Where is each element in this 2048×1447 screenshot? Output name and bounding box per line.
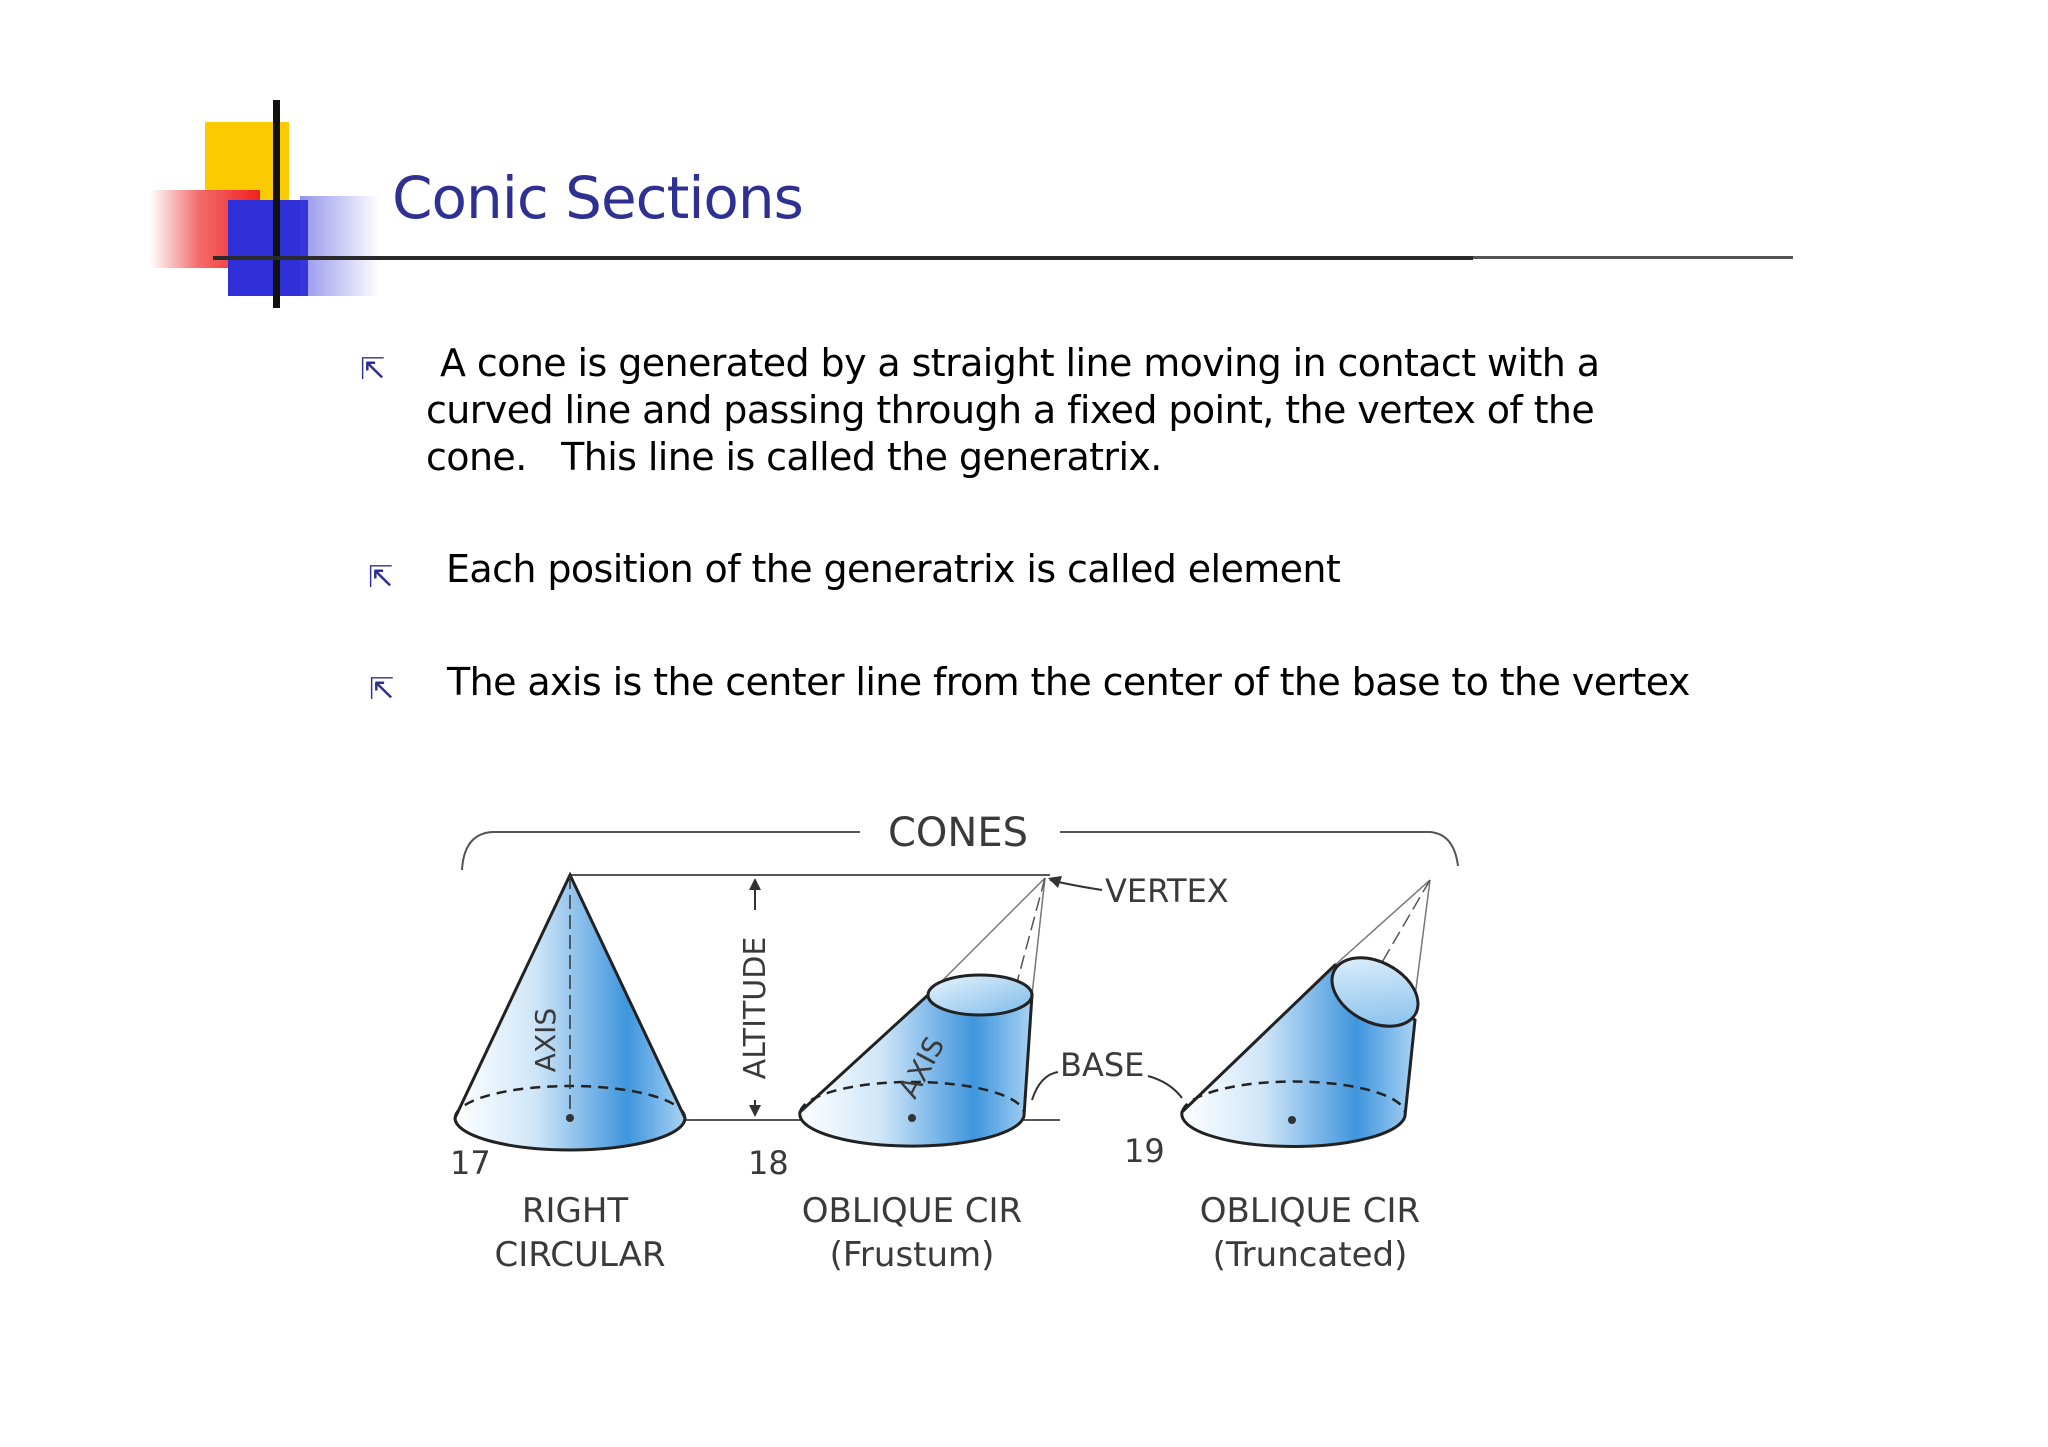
cones-heading: CONES	[888, 810, 1028, 856]
bullet-1-text	[426, 340, 1626, 481]
cone-19-number: 19	[1124, 1132, 1165, 1170]
bullet-2-text: Each position of the generatrix is called element	[446, 547, 1341, 591]
bullet-1-line-1: A cone is generated by a straight line moving in contact with a	[440, 341, 1600, 385]
bullet-1-line-3: cone. This line is called the generatrix.	[426, 435, 1162, 479]
title-underline-extension	[1473, 256, 1793, 259]
arrow-up-left-icon: ⇱	[360, 352, 386, 387]
cone-19-caption-line-1: OBLIQUE CIR	[1199, 1191, 1421, 1231]
cone-19-caption-line-2: (Truncated)	[1212, 1235, 1408, 1275]
logo-vertical-bar	[273, 100, 280, 308]
heading-bracket-left	[462, 832, 860, 870]
altitude-arrow-head-bottom	[749, 1105, 761, 1117]
base-label: BASE	[1060, 1046, 1145, 1084]
cone-17-caption-line-1: RIGHT	[521, 1191, 629, 1231]
vertex-label: VERTEX	[1105, 872, 1229, 910]
cones-figure	[430, 790, 1500, 1310]
cone-18-caption-line-1: OBLIQUE CIR	[801, 1191, 1023, 1231]
axis-label-1: AXIS	[529, 1007, 562, 1073]
altitude-label: ALTITUDE	[738, 936, 773, 1080]
cone-18-number: 18	[748, 1144, 789, 1182]
oblique-frustum-cone	[800, 878, 1045, 1146]
base-leader-left	[1032, 1072, 1058, 1100]
base-leader-right	[1148, 1076, 1182, 1098]
vertex-arrow-head	[1048, 876, 1062, 888]
page-title: Conic Sections	[392, 164, 803, 232]
logo-blue-square	[228, 200, 308, 296]
title-underline	[213, 256, 1473, 260]
right-circular-cone	[455, 875, 685, 1150]
cone-17-number: 17	[450, 1144, 491, 1182]
bullet-1-line-2: curved line and passing through a fixed point, the vertex of the	[426, 388, 1595, 432]
logo-blue-fade	[300, 196, 380, 296]
oblique-truncated-cone	[1182, 880, 1430, 1146]
axis-label-2: AXIS	[891, 1031, 952, 1104]
cone-17-caption-line-2: CIRCULAR	[494, 1235, 666, 1275]
arrow-up-left-icon: ⇱	[369, 672, 395, 707]
altitude-arrow-head-top	[749, 878, 761, 890]
arrow-up-left-icon: ⇱	[368, 560, 394, 595]
cones-illustration	[430, 790, 1500, 1310]
bullet-3-text: The axis is the center line from the center of the base to the vertex	[447, 660, 1690, 704]
heading-bracket-right	[1060, 832, 1458, 866]
cone-18-caption-line-2: (Frustum)	[829, 1235, 995, 1275]
